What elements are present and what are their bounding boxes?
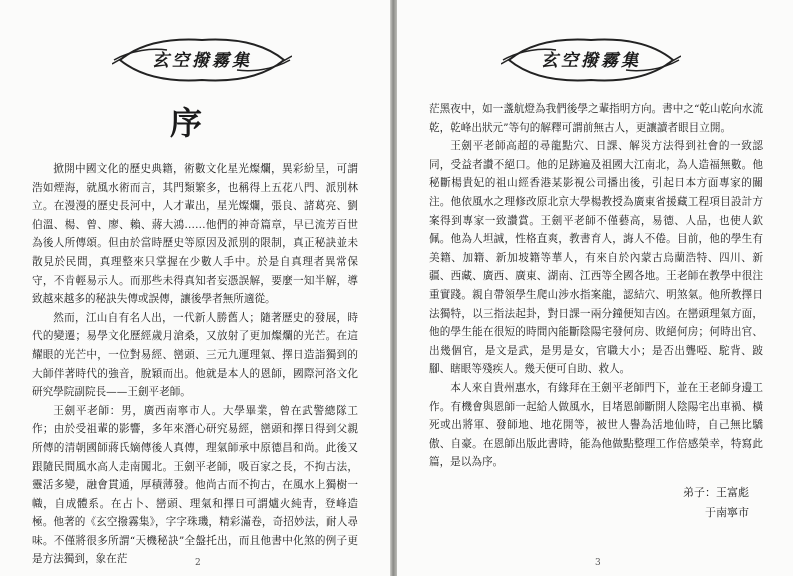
left-paragraph-1: 掀開中國文化的歷史典籍，術數文化星光燦爛，異彩紛呈，可謂浩如煙海，就風水術而言，其門類繁多，也稱得上五花八門、派別林立。在漫漫的歷史長河中，人才輩出，星光燦爛，張良、諸葛亮、劉伯溫、楊、曾、廖、賴、蔣大鴻……他們的神奇篇章，早已流芳百世為後人所傳頌。但由於當時歷史等原因及派別的限制，真正秘訣並未散見於民間，真理整來只掌握在少數人手中。於是自真理者異常保守，不肯輕易示人。而那些未得真知者妄憑誤解，要麼一知半解，導致越來越多的秘訣失傳或誤傳，讓後學者無所適從。	[32, 163, 358, 306]
left-paragraph-3: 王劍平老師：男，廣西南寧市人。大學畢業，曾在武警總隊工作；由於受祖輩的影響，多年來潛心研究易經，巒頭和擇日得到父親所傳的清朝國師蔣氏嫡傳後人真傳，理氣師承中原德昌和尚。此後又跟隨民間風水高人走南闖北。王劍平老師，吸百家之長，不拘古法，靈活多變，融會貫通，厚積薄發。他尚古而不拘古，在風水上獨樹一幟，自成體系。在占卜、巒頭、理氣和擇日可謂爐火純青，登峰造極。他著的《玄空撥霧集》，字字珠璣，精彩滿卷，奇招妙法，耐人尋味。不僅將很多所謂“天機秘訣”全盤托出，而且他書中化煞的例子更是方法獨到，象在茫	[32, 404, 358, 566]
left-page-number: 2	[195, 558, 201, 568]
right-paragraph-3: 本人來自貴州惠水，有緣拜在王劍平老師門下，並在王老師身邊工作。有機會與恩師一起給人做風水，目堵恩師斷開人陰陽宅出車禍、橫死或出將軍、發師地、地花開等，被世人譽為活地仙時，自己無比驕傲、自豪。在恩師出版此書時，能為他做點整理工作倍感榮幸，特寫此篇，是以為序。	[429, 381, 763, 469]
signature: 弟子：王富彪	[683, 486, 749, 499]
right-header-banner	[501, 30, 681, 90]
right-paragraph-1: 茫黑夜中，如一盞航燈為我們後學之輩指明方向。書中之“乾山乾向水流乾，乾峰出狀元”等句的解釋可謂前無古人，更讓讀者眼目立開。	[429, 103, 763, 134]
left-header-banner	[112, 30, 292, 90]
left-page	[0, 0, 390, 576]
right-header-title: 玄空撥霧集	[541, 51, 641, 71]
left-paragraph-2: 然而，江山自有名人出，一代新人勝舊人；隨著歷史的發展，時代的變遷；易學文化歷經歲月滄桑，又放射了更加燦爛的光芒。在這耀眼的光芒中，一位對易經、巒頭、三元九運理氣、擇日造詣獨到的大師伴著時代的強音，脫穎而出。他就是本人的恩師，國際河洛文化研究學院副院長——王劍平老師。	[32, 311, 358, 399]
book-gutter	[390, 0, 397, 576]
left-header-title: 玄空撥霧集	[152, 51, 252, 71]
right-paragraph-2: 王劍平老師高超的尋龍點穴、日課、解災方法得到社會的一致認同，受益者讚不絕口。他的足跡遍及祖國大江南北，為人造福無數。他秘斷楊貴妃的祖山經香港某影視公司播出後，引起日本方面專家的關注。他依風水之理修改原北京大學楊教授為廣東省援藏工程項目設計方案得到專家一致讚賞。王劍平老師不僅藝高，易德、人品，也使人欽佩。他為人坦誠，性格直爽，教書育人，誨人不倦。目前，他的學生有美籍、加籍、新加坡籍等華人，有來自於內蒙古烏蘭浩特、四川、新疆、西藏、廣西、廣東、湖南、江西等全國各地。王老師在教學中很注重實踐。親自帶領學生爬山涉水指案龍，認結穴、明煞氣。他所教擇日法獨特，以三指法起卦，對日課一兩分鐘便知吉凶。在巒頭理氣方面，他的學生能在很短的時間內能斷陰陽宅發何房、敗絕何房；何時出官、出幾個官，是文是武，是男是女，官職大小；是否出聾啞、駝背、跛腳、瞎眼等殘疾人。幾天便可自助、救人。	[429, 140, 763, 376]
left-body-text	[32, 160, 358, 569]
right-page-number: 3	[595, 558, 601, 568]
chapter-title: 序	[170, 104, 203, 142]
right-body-text	[429, 100, 763, 472]
signature-place: 于南寧市	[705, 506, 749, 519]
right-page	[397, 0, 793, 576]
